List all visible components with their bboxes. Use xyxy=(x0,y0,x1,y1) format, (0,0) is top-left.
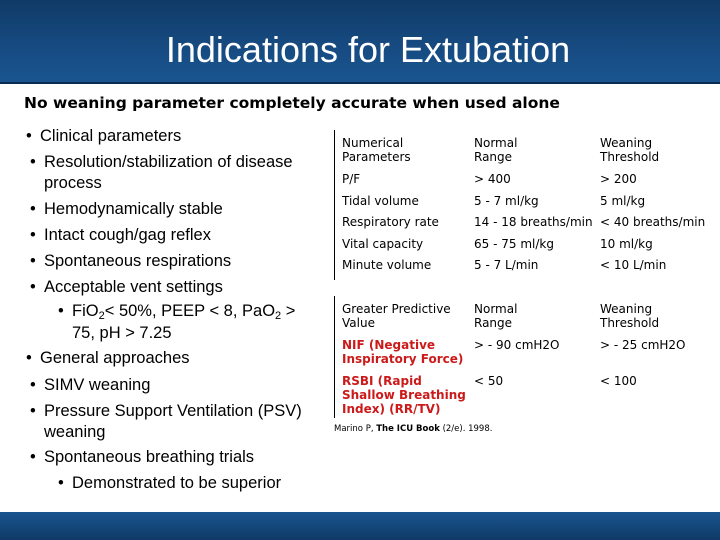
table1-cell: 65 - 75 ml/kg xyxy=(474,237,554,251)
bullet-resolution: • Resolution/stabilization of disease xyxy=(30,153,293,171)
bullet-psv-cont: weaning xyxy=(44,423,106,441)
table2-header-threshold: Weaning Threshold xyxy=(600,302,660,330)
bullet-marker: • xyxy=(26,127,32,145)
bullet-marker: • xyxy=(58,474,64,492)
bullet-fio2-criteria: • FiO$_2$< 50%, PEEP < 8, PaO$_2$ > xyxy=(58,302,296,322)
bullet-hemodynamic: • Hemodynamically stable xyxy=(30,200,223,218)
title-bar xyxy=(0,0,720,82)
bullet-superior: • Demonstrated to be superior xyxy=(58,474,282,492)
bullet-vent-settings: • Acceptable vent settings xyxy=(30,278,223,296)
bullet-marker: • xyxy=(30,200,36,218)
table1-cell: Respiratory rate xyxy=(342,215,439,229)
table2-left-border xyxy=(334,296,335,418)
bullet-marker: • xyxy=(30,402,36,420)
bullet-marker: • xyxy=(30,252,36,270)
table2-cell: < 100 xyxy=(600,374,637,388)
bullet-resolution-cont: process xyxy=(44,174,102,192)
bullet-marker: • xyxy=(30,278,36,296)
bullet-spontaneous-resp: • Spontaneous respirations xyxy=(30,252,232,270)
bullet-general-approaches: • General approaches xyxy=(26,349,190,367)
slide-subtitle: No weaning parameter completely accurate when used alone xyxy=(24,94,560,112)
footer-bar xyxy=(0,512,720,540)
bullet-marker: • xyxy=(58,302,64,320)
bullet-fio2-criteria-cont: 75, pH > 7.25 xyxy=(72,324,172,342)
table2-header-normal: Normal Range xyxy=(474,302,518,330)
table1-cell: Vital capacity xyxy=(342,237,424,251)
table1-cell: P/F xyxy=(342,172,361,186)
title-divider xyxy=(0,82,720,84)
bullet-marker: • xyxy=(30,376,36,394)
table1-cell: Tidal volume xyxy=(342,194,419,208)
table1-cell: > 200 xyxy=(600,172,637,186)
table2-nif-label: NIF (Negative Inspiratory Force) xyxy=(342,338,464,366)
bullet-marker: • xyxy=(30,226,36,244)
table2-rsbi-label: RSBI (Rapid Shallow Breathing Index) (RR/TV) xyxy=(342,374,466,416)
table1-cell: 5 ml/kg xyxy=(600,194,646,208)
table1-cell: 10 ml/kg xyxy=(600,237,653,251)
bullet-marker: • xyxy=(30,448,36,466)
table1-header-normal: Normal Range xyxy=(474,136,518,164)
bullet-simv: • SIMV weaning xyxy=(30,376,151,394)
table2-header-predictive: Greater Predictive Value xyxy=(342,302,451,330)
table1-cell: < 40 breaths/min xyxy=(600,215,706,229)
bullet-clinical-parameters: • Clinical parameters xyxy=(26,127,182,145)
table1-cell: > 400 xyxy=(474,172,511,186)
table1-cell: 5 - 7 ml/kg xyxy=(474,194,539,208)
slide-title: Indications for Extubation xyxy=(165,29,571,70)
bullet-cough-gag: • Intact cough/gag reflex xyxy=(30,226,211,244)
table2-cell: > - 25 cmH2O xyxy=(600,338,686,352)
table1-cell: < 10 L/min xyxy=(600,258,667,272)
bullet-marker: • xyxy=(30,153,36,171)
table1-header-threshold: Weaning Threshold xyxy=(600,136,660,164)
table2-cell: < 50 xyxy=(474,374,504,388)
table1-left-border xyxy=(334,130,335,280)
table2-cell: > - 90 cmH2O xyxy=(474,338,560,352)
table1-cell: 14 - 18 breaths/min xyxy=(474,215,593,229)
bullet-sbt: • Spontaneous breathing trials xyxy=(30,448,255,466)
citation: Marino P, The ICU Book (2/e). 1998. xyxy=(334,424,493,434)
table1-cell: Minute volume xyxy=(342,258,432,272)
table1-cell: 5 - 7 L/min xyxy=(474,258,539,272)
bullet-marker: • xyxy=(26,349,32,367)
bullet-psv: • Pressure Support Ventilation (PSV) xyxy=(30,402,302,420)
table1-header-parameters: Numerical Parameters xyxy=(342,136,411,164)
